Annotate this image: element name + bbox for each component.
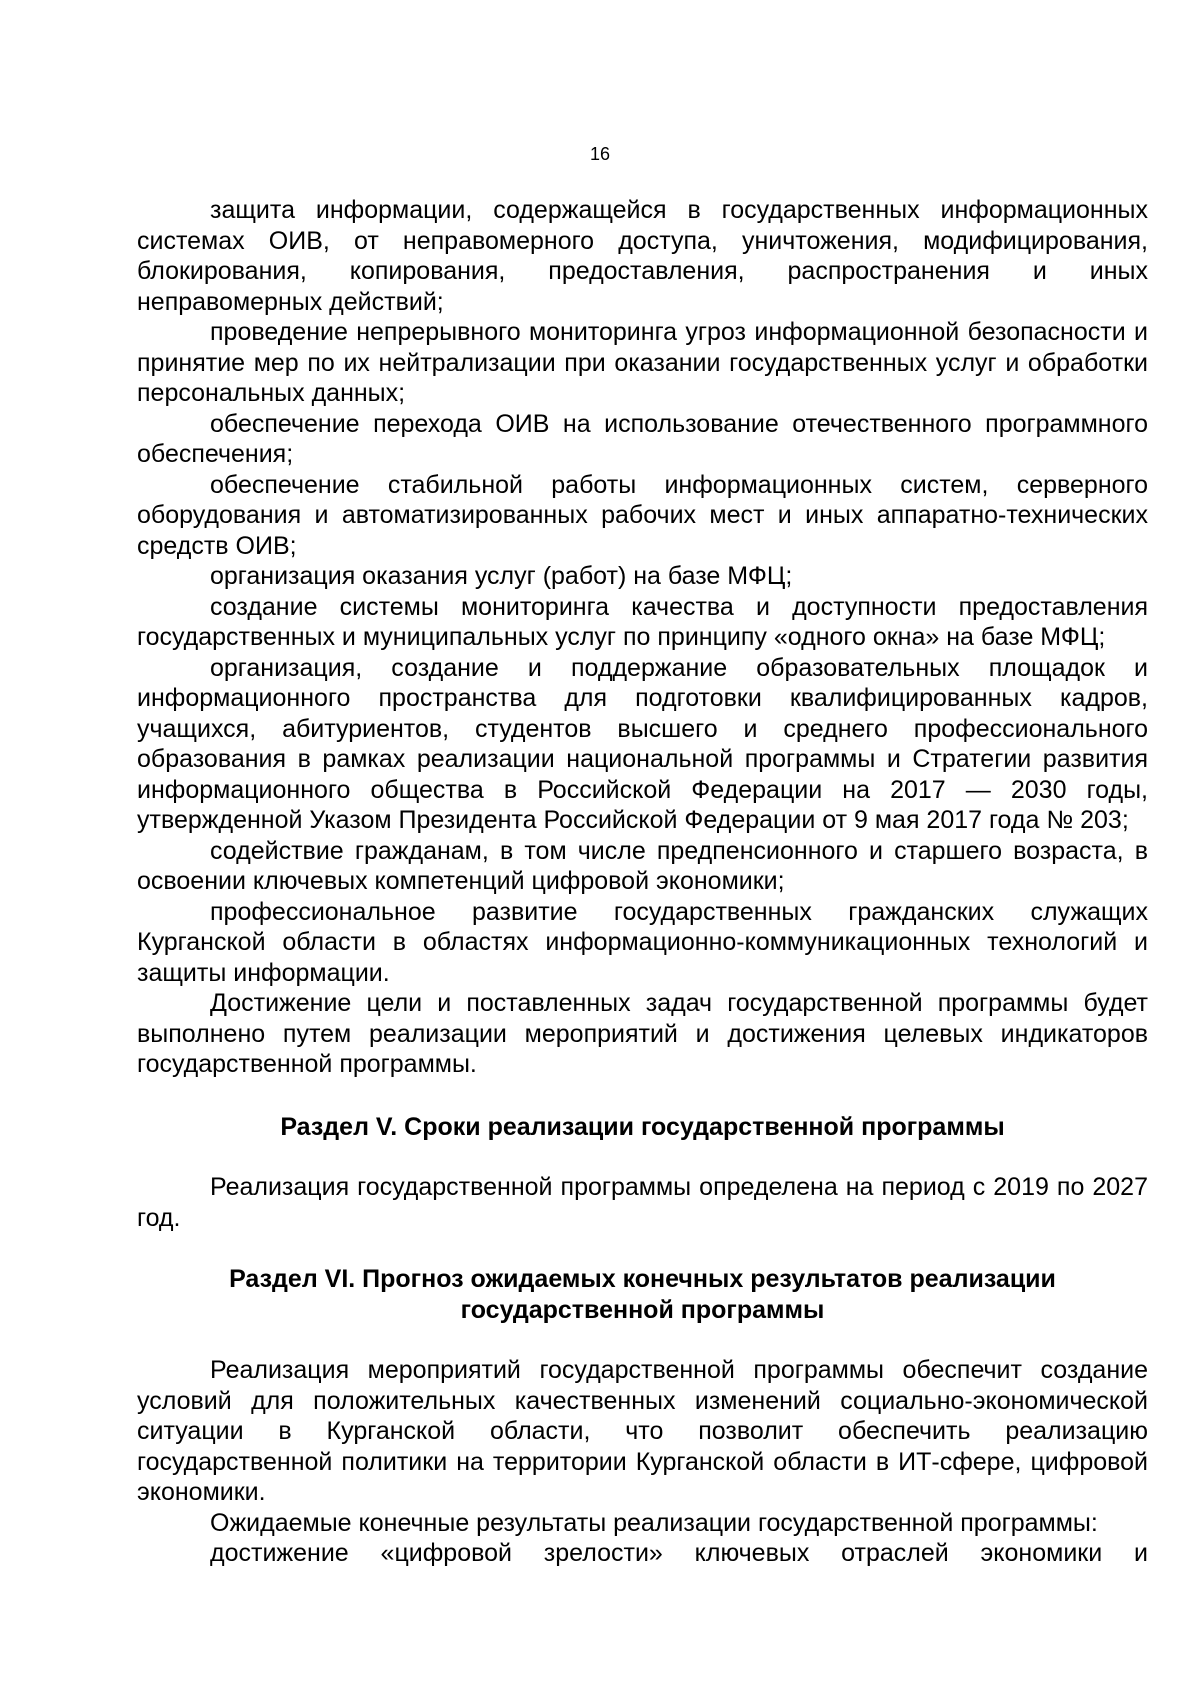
- paragraph-expected-outcome: Реализация мероприятий государственной программы обеспечит создание условий для положительных качественных изменений социально-экономической ситуации в Курганской области, что позволит обеспечить реализацию государственной политики на территории Курганской области в ИТ-сфере, цифровой экономики.: [137, 1356, 1148, 1506]
- section-6-heading: [137, 1264, 1148, 1325]
- document-body: [137, 195, 1148, 1569]
- page-number: 16: [589, 144, 611, 164]
- paragraph-expected-results-intro: Ожидаемые конечные результаты реализации государственной программы:: [210, 1508, 1098, 1537]
- paragraph-security-monitoring: проведение непрерывного мониторинга угроз информационной безопасности и принятие мер по их нейтрализации при оказании государственных услуг и обработки персональных данных;: [137, 318, 1148, 407]
- paragraph-citizen-assistance: содействие гражданам, в том числе предпенсионного и старшего возраста, в освоении ключевых компетенций цифровой экономики;: [137, 836, 1148, 895]
- section-6-heading-line-2: государственной программы: [460, 1295, 825, 1324]
- paragraph-stable-systems: обеспечение стабильной работы информационных систем, серверного оборудования и автоматизированных рабочих мест и иных аппаратно-технических средств ОИВ;: [137, 470, 1148, 560]
- section-6-heading-line-1: Раздел VI. Прогноз ожидаемых конечных результатов реализации: [229, 1265, 1056, 1293]
- paragraph-domestic-software: обеспечение перехода ОИВ на использование отечественного программного обеспечения;: [137, 409, 1148, 468]
- paragraph-quality-monitoring: создание системы мониторинга качества и доступности предоставления государственных и муниципальных услуг по принципу «одного окна» на базе МФЦ;: [137, 592, 1148, 651]
- paragraph-mfc-services: организация оказания услуг (работ) на базе МФЦ;: [210, 562, 793, 590]
- paragraph-digital-maturity: достижение «цифровой зрелости» ключевых отраслей экономики и: [210, 1539, 1148, 1567]
- paragraph-implementation-period: Реализация государственной программы определена на период с 2019 по 2027 год.: [137, 1173, 1148, 1232]
- section-5-heading: Раздел V. Сроки реализации государственной программы: [280, 1112, 1005, 1141]
- paragraph-goal-achievement: Достижение цели и поставленных задач государственной программы будет выполнено путем реализации мероприятий и достижения целевых индикаторов государственной программы.: [137, 989, 1148, 1078]
- paragraph-professional-development: профессиональное развитие государственных гражданских служащих Курганской области в областях информационно-коммуникационных технологий и защиты информации.: [137, 897, 1148, 987]
- paragraph-education-platforms: организация, создание и поддержание образовательных площадок и информационного пространства для подготовки квалифицированных кадров, учащихся, абитуриентов, студентов высшего и среднего профессионального образования в рамках реализации национальной программы и Стратегии развития информационного общества в Российской Федерации на 2017 — 2030 годы, утвержденной Указом Президента Российской Федерации от 9 мая 2017 года № 203;: [137, 653, 1148, 834]
- paragraph-info-protection: защита информации, содержащейся в государственных информационных системах ОИВ, от неправомерного доступа, уничтожения, модифицирования, блокирования, копирования, предоставления, распространения и иных неправомерных действий;: [137, 196, 1148, 316]
